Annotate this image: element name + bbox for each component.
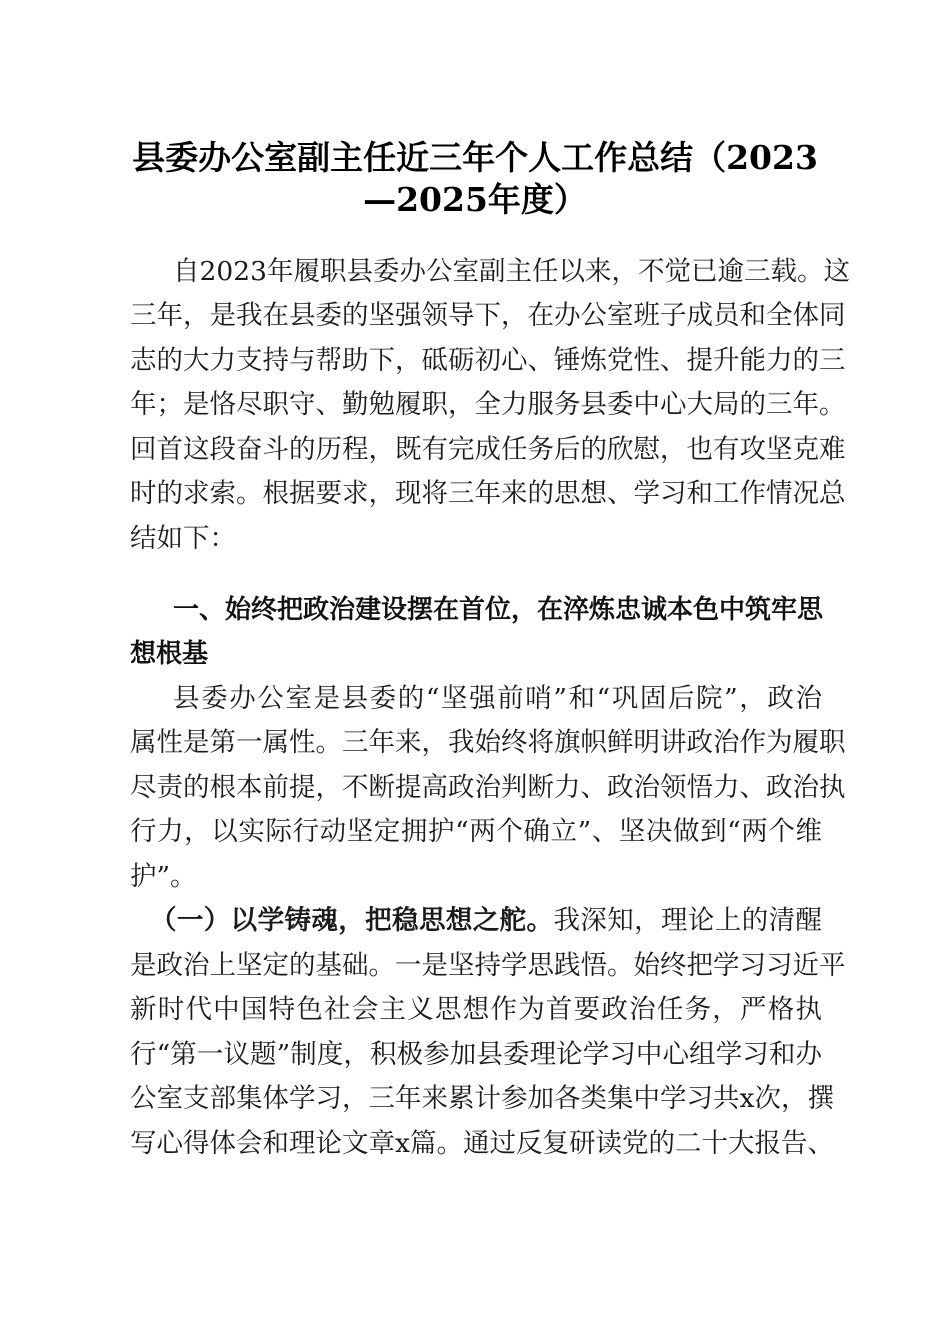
intro-paragraph-line: 回首这段奋斗的历程，既有完成任务后的欣慰，也有攻坚克难 bbox=[130, 434, 846, 465]
intro-paragraph-line: 年；是恪尽职守、勤勉履职，全力服务县委中心大局的三年。 bbox=[130, 389, 846, 420]
document-title-line-2: —2025年度） bbox=[363, 180, 587, 219]
section-paragraph-line: 县委办公室是县委的“坚强前哨”和“巩固后院”，政治 bbox=[173, 683, 822, 714]
subsection-first-line-text: 我深知，理论上的清醒 bbox=[553, 905, 822, 936]
section-paragraph-line: 属性是第一属性。三年来，我始终将旗帜鲜明讲政治作为履职 bbox=[130, 727, 846, 758]
section-heading-line: 想根基 bbox=[130, 639, 209, 669]
intro-paragraph-line: 自2023年履职县委办公室副主任以来，不觉已逾三载。这 bbox=[173, 256, 850, 287]
intro-paragraph-line: 志的大力支持与帮助下，砥砺初心、锤炼党性、提升能力的三 bbox=[130, 345, 846, 376]
subsection-paragraph-line: 是政治上坚定的基础。一是坚持学思践悟。始终把学习习近平 bbox=[130, 950, 846, 981]
subsection-paragraph-line: 公室支部集体学习，三年来累计参加各类集中学习共x次，撰 bbox=[130, 1083, 834, 1114]
intro-paragraph-line: 三年，是我在县委的坚强领导下，在办公室班子成员和全体同 bbox=[130, 300, 846, 331]
document-title-line-1: 县委办公室副主任近三年个人工作总结（2023 bbox=[132, 138, 818, 177]
section-heading-line: 一、始终把政治建设摆在首位，在淬炼忠诚本色中筑牢思 bbox=[173, 595, 824, 625]
section-paragraph-line: 尽责的根本前提，不断提高政治判断力、政治领悟力、政治执 bbox=[130, 772, 846, 803]
intro-paragraph-line: 结如下： bbox=[130, 523, 236, 554]
subsection-first-line bbox=[150, 901, 822, 941]
section-paragraph-line: 护”。 bbox=[130, 861, 197, 892]
intro-paragraph-line: 时的求索。根据要求，现将三年来的思想、学习和工作情况总 bbox=[130, 478, 846, 509]
subsection-paragraph-line: 行“第一议题”制度，积极参加县委理论学习中心组学习和办 bbox=[130, 1039, 822, 1070]
subsection-heading: （一）以学铸魂，把稳思想之舵。 bbox=[150, 905, 554, 936]
section-paragraph-line: 行力，以实际行动坚定拥护“两个确立”、坚决做到“两个维 bbox=[130, 816, 822, 847]
subsection-paragraph-line: 写心得体会和理论文章x篇。通过反复研读党的二十大报告、 bbox=[130, 1128, 834, 1159]
subsection-paragraph-line: 新时代中国特色社会主义思想作为首要政治任务，严格执 bbox=[130, 994, 822, 1025]
